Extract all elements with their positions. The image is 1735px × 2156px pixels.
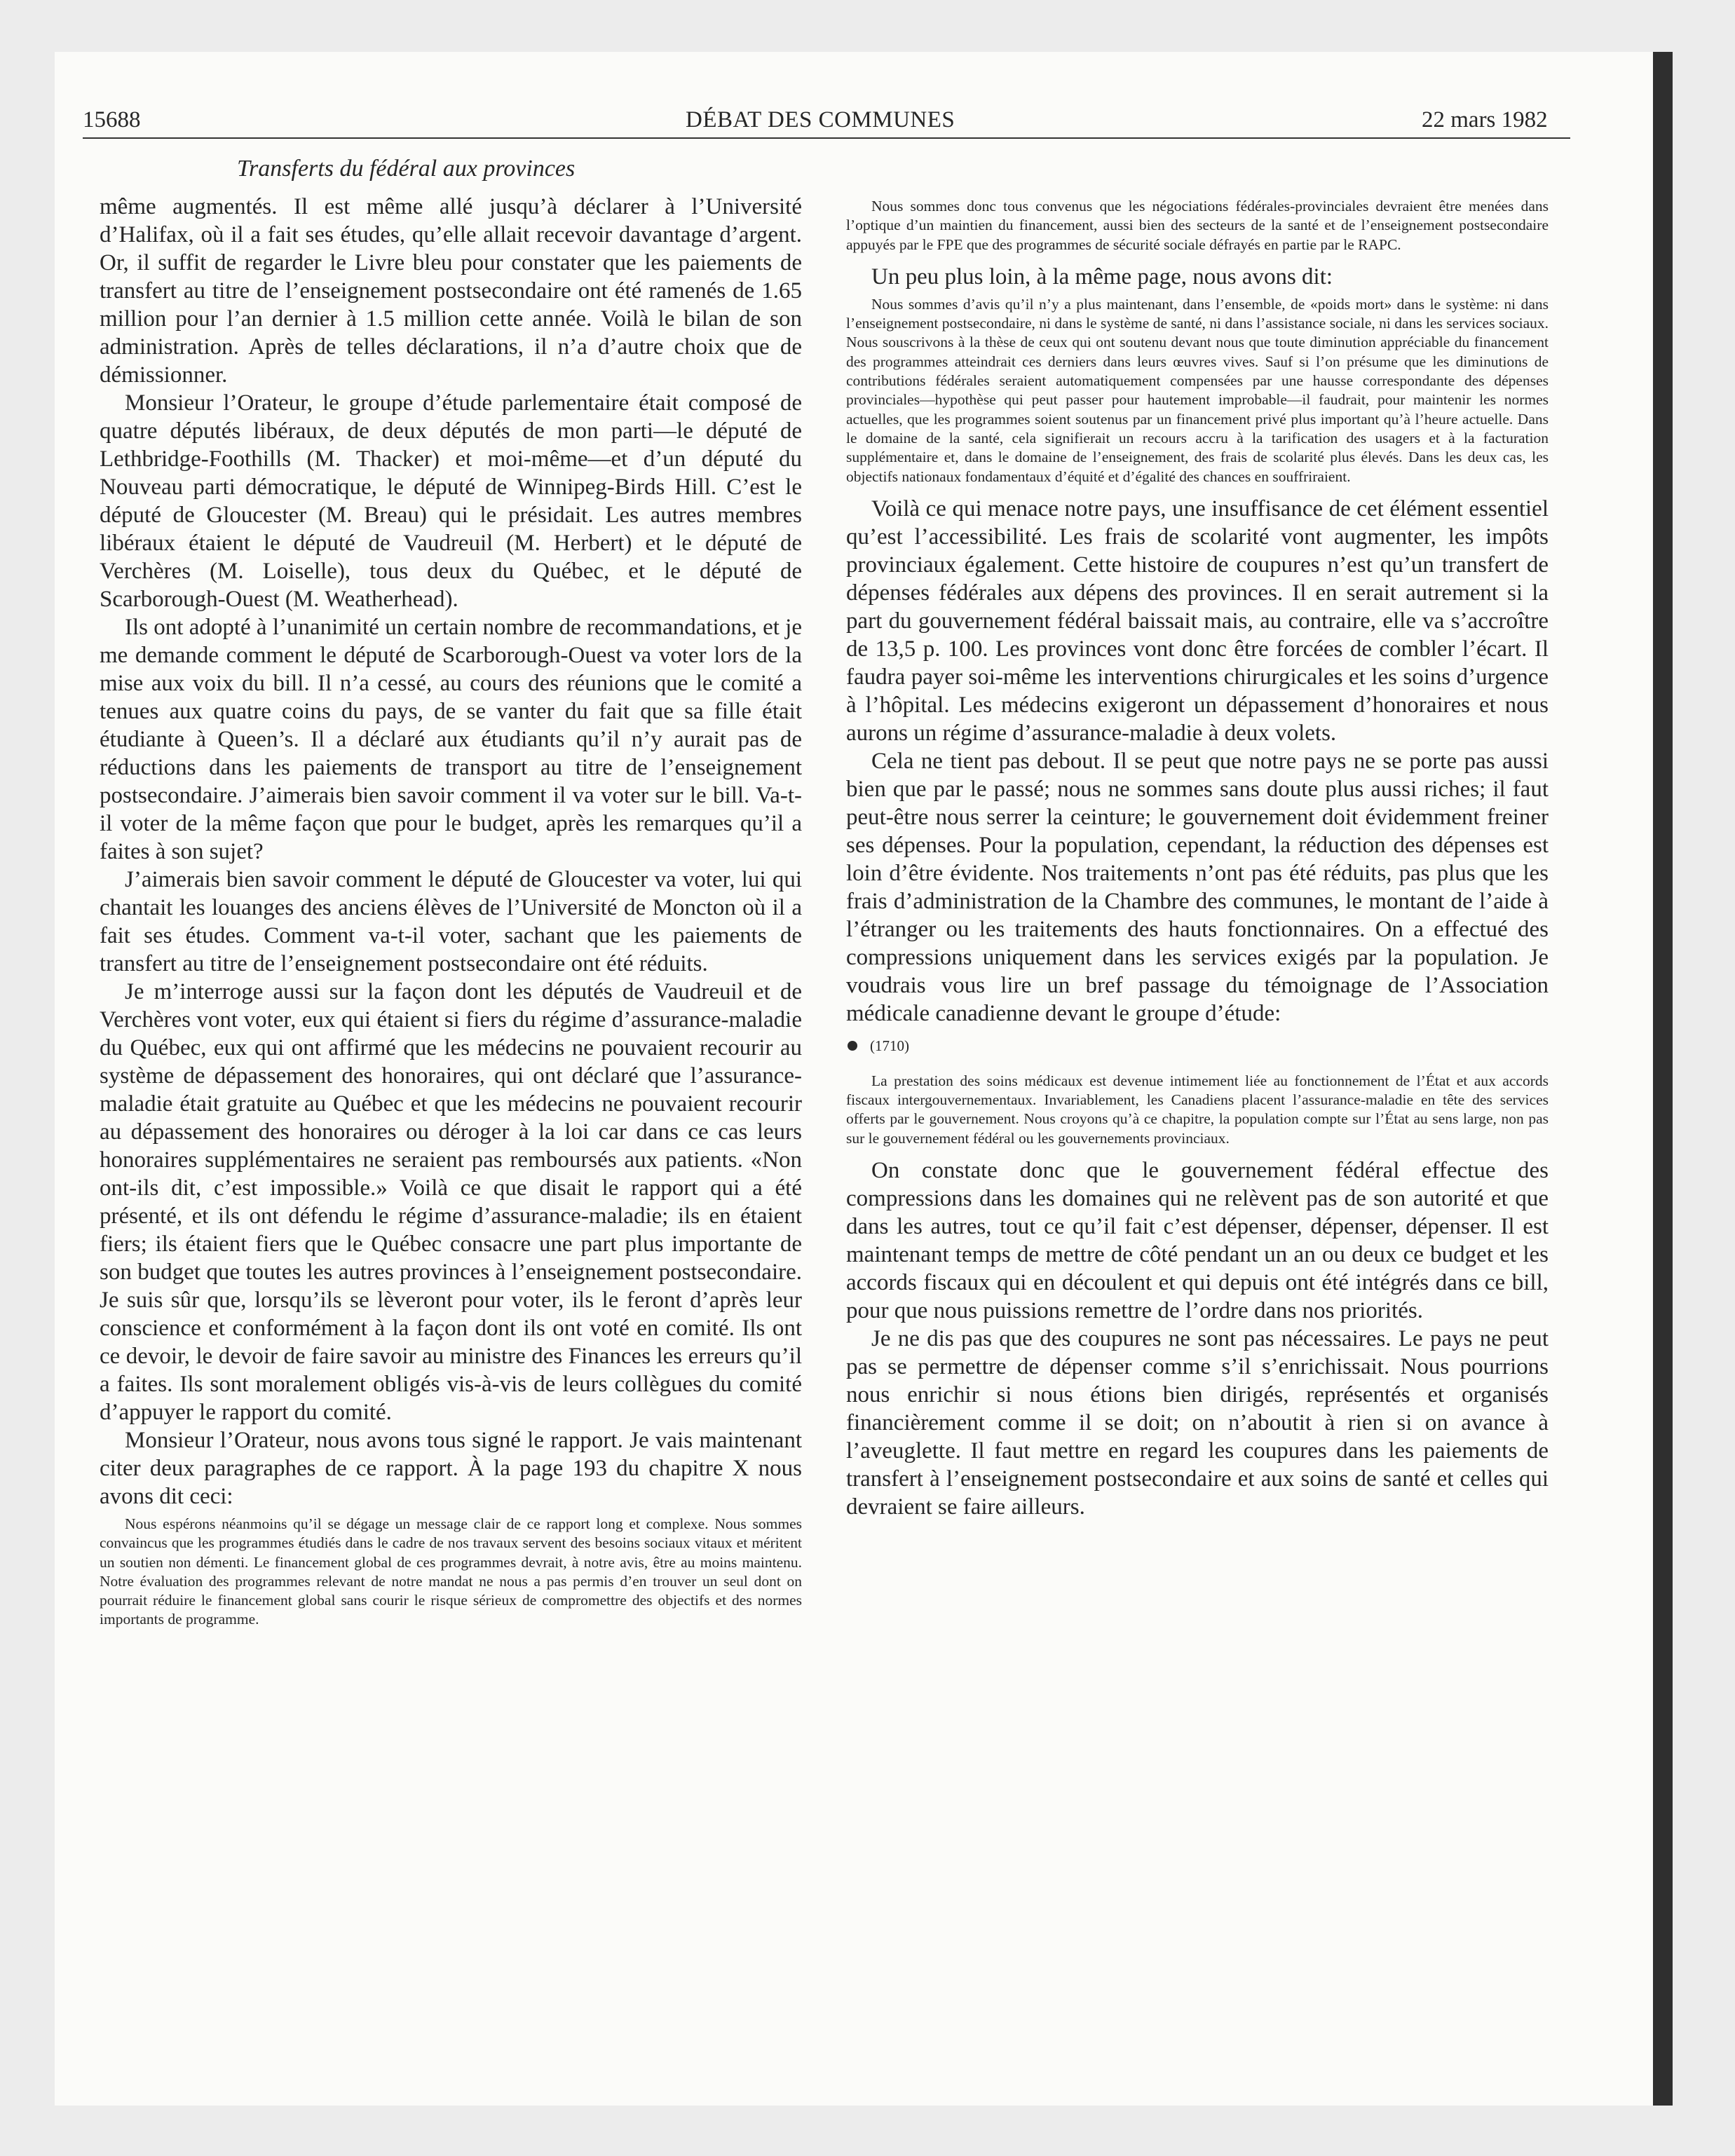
header-rule [83,137,1570,139]
page-date: 22 mars 1982 [1422,107,1548,132]
body-paragraph: On constate donc que le gouvernement fédéral effectue des compressions dans les domaines qui ne relèvent pas de son autorité et que dans les autres, tout ce qu’il fait c’est dépenser, dépenser, dépenser. Il est maintenant temps de mettre de côté pendant un an ou deux ce budget et les accords fiscaux qui en découlent et qui depuis ont été intégrés dans ce bill, pour que nous puissions remettre de l’ordre dans nos priorités. [846,1158,1549,1324]
quoted-passage: Nous sommes d’avis qu’il n’y a plus maintenant, dans l’ensemble, de «poids mort» dans le système: ni dans l’enseignement postsecondaire, ni dans le système de santé, ni dans l’assistance sociale, ni dans les services sociaux. Nous souscrivons à la thèse de ceux qui ont soutenu devant nous que toute diminution appréciable du financement des programmes atteindrait ces derniers dans leurs œuvres vives. Sauf si l’on présume que les diminutions de contributions fédérales seraient automatiquement compensées par une hausse correspondante des dépenses provinciales—hypothèse qui peut passer pour hautement improbable—il faudrait, pour maintenir les normes actuelles, que les programmes soient soutenus par un financement privé plus important qu’à l’heure actuelle. Dans le domaine de la santé, cela signifierait un recours accru à la tarification des usagers et à la facturation supplémentaire et, dans le domaine de l’enseignement, des frais de scolarité plus élevés. Dans les deux cas, les objectifs nationaux fondamentaux d’équité et d’égalité des chances en souffriraient. [846,295,1549,485]
body-paragraph: Voilà ce qui menace notre pays, une insuffisance de cet élément essentiel qu’est l’accessibilité. Les frais de scolarité vont augmenter, les impôts provinciaux également. Cette histoire de coupures n’est qu’un transfert de dépenses fédérales aux dépens des provinces. Il en serait autrement si la part du gouvernement fédéral baissait mais, au contraire, elle va s’accroître de 13,5 p. 100. Les provinces vont donc être forcées de combler l’écart. Il faudra payer soi-même les interventions chirurgicales et les soins d’urgence à l’hôpital. Les médecins exigeront un dépassement d’honoraires et nous aurons un régime d’assurance-maladie à deux volets. [846,496,1549,746]
time-marker-text: (1710) [870,1037,909,1054]
body-paragraph: Cela ne tient pas debout. Il se peut que notre pays ne se porte pas aussi bien que par le passé; nous ne sommes sans doute plus aussi riches; il faut peut-être nous serrer la ceinture; le gouvernement doit évidemment freiner ses dépenses. Pour la population, cependant, la réduction des dépenses est loin d’être évidente. Nos traitements n’ont pas été réduits, pas plus que les frais d’administration de la Chambre des communes, le montant de l’aide à l’étranger ou les traitements des hauts fonctionnaires. On a effectué des compressions uniquement dans les services exigés par la population. Je voudrais vous lire un bref passage du témoignage de l’Association médicale canadienne devant le groupe d’étude: [846,748,1549,1026]
bullet-icon [848,1041,857,1051]
body-paragraph: Un peu plus loin, à la même page, nous avons dit: [871,264,1333,289]
body-paragraph: J’aimerais bien savoir comment le député de Gloucester va voter, lui qui chantait les louanges des anciens élèves de l’Université de Moncton où il a fait ses études. Comment va-t-il voter, sachant que les paiements de transfert au titre de l’enseignement postsecondaire ont été réduits. [100,867,802,976]
body-paragraph: Ils ont adopté à l’unanimité un certain nombre de recommandations, et je me demande comment le député de Scarborough-Ouest va voter lors de la mise aux voix du bill. Il n’a cessé, au cours des réunions que le comité a tenues aux quatre coins du pays, de se vanter du fait que sa fille était étudiante à Queen’s. Il a déclaré aux étudiants qu’il n’y aurait pas de réductions dans les paiements de transport au titre de l’enseignement postsecondaire. J’aimerais bien savoir comment il va voter sur le bill. Va-t-il voter de la même façon que pour le budget, après les remarques qu’il a faites à son sujet? [100,615,802,864]
left-column [100,193,802,1638]
body-paragraph: Je m’interroge aussi sur la façon dont les députés de Vaudreuil et de Verchères vont voter, eux qui étaient si fiers du régime d’assurance-maladie du Québec, eux qui ont affirmé que les médecins ne pouvaient recourir au système de dépassement des honoraires, qui ont déclaré que l’assurance-maladie était gratuite au Québec et que les médecins ne pouvaient recourir au dépassement des honoraires ou déroger à la loi car dans ce cas leurs honoraires supplémentaires ne seraient pas remboursés aux patients. «Non ont-ils dit, c’est impossible.» Voilà ce que disait le rapport qui a été présenté, et ils ont défendu le régime d’assurance-maladie; ils en étaient fiers; ils étaient fiers que le Québec consacre une part plus importante de son budget que toutes les autres provinces à l’enseignement postsecondaire. Je suis sûr que, lorsqu’ils se lèveront pour voter, ils le feront d’après leur conscience et conformément à la façon dont ils ont voté en comité. Ils ont ce devoir, le devoir de faire savoir au ministre des Finances les erreurs qu’il a faites. Ils sont moralement obligés vis-à-vis de leurs collègues du comité d’appuyer le rapport du comité. [100,979,802,1425]
body-paragraph: Monsieur l’Orateur, nous avons tous signé le rapport. Je vais maintenant citer deux paragraphes de ce rapport. À la page 193 du chapitre X nous avons dit ceci: [100,1428,802,1509]
body-paragraph: même augmentés. Il est même allé jusqu’à déclarer à l’Université d’Halifax, où il a fait ses études, qu’elle allait recevoir davantage d’argent. Or, il suffit de regarder le Livre bleu pour constater que les paiements de transfert au titre de l’enseignement postsecondaire ont été ramenés de 1.65 million pour l’an dernier à 1.5 million cette année. Voilà le bilan de son administration. Après de telles déclarations, il n’a d’autre choix que de démissionner. [100,194,802,388]
page-header [83,107,1735,149]
quoted-passage: Nous sommes donc tous convenus que les négociations fédérales-provinciales devraient être menées dans l’optique d’un maintien du financement, aussi bien des secteurs de la santé et de l’enseignement postsecondaire appuyés par le FPE que des programmes de sécurité sociale défrayés en partie par le RAPC. [846,198,1549,253]
body-paragraph: Monsieur l’Orateur, le groupe d’étude parlementaire était composé de quatre députés libéraux, de deux députés de mon parti—le député de Lethbridge-Foothills (M. Thacker) et moi-même—et d’un député du Nouveau parti démocratique, le député de Winnipeg-Birds Hill. C’est le député de Gloucester (M. Breau) qui le présidait. Les autres membres libéraux étaient le député de Vaudreuil (M. Herbert) et le député de Verchères (M. Loiselle), tous deux du Québec, et le député de Scarborough-Ouest (M. Weatherhead). [100,390,802,612]
quoted-passage: Nous espérons néanmoins qu’il se dégage un message clair de ce rapport long et complexe. Nous sommes convaincus que les programmes étudiés dans le cadre de nos travaux servent des besoins sociaux vitaux et méritent un soutien non démenti. Le financement global de ces programmes devrait, à notre avis, être au moins maintenu. Notre évaluation des programmes relevant de notre mandat ne nous a pas permis d’en trouver un seul dont on pourrait réduire le financement global sans courir le risque sérieux de compromettre des objectifs et des normes importants de programme. [100,1515,802,1628]
right-column [846,193,1549,1521]
scan-edge-bar [1653,52,1673,2106]
page-number: 15688 [83,107,141,132]
quoted-passage: La prestation des soins médicaux est devenue intimement liée au fonctionnement de l’État et aux accords fiscaux intergouvernementaux. Invariablement, les Canadiens placent l’assurance-maladie en tête des services offerts par le gouvernement. Nous croyons qu’à ce chapitre, la population compte sur l’État au sens large, non pas sur le gouvernement fédéral ou les gouvernements provinciaux. [846,1072,1549,1147]
time-marker [846,1037,1549,1055]
running-subject: Transferts du fédéral aux provinces [237,156,576,182]
body-paragraph: Je ne dis pas que des coupures ne sont pas nécessaires. Le pays ne peut pas se permettre de dépenser comme s’il s’enrichissait. Nous pourrions nous enrichir si nous étions bien dirigés, représentés et organisés financièrement comme il se doit; on n’aboutit à rien si on avance à l’aveuglette. Il faut mettre en regard les coupures dans les paiements de transfert à l’enseignement postsecondaire et aux soins de santé et celles qui devraient se faire ailleurs. [846,1326,1549,1520]
publication-title: DÉBAT DES COMMUNES [686,107,955,132]
